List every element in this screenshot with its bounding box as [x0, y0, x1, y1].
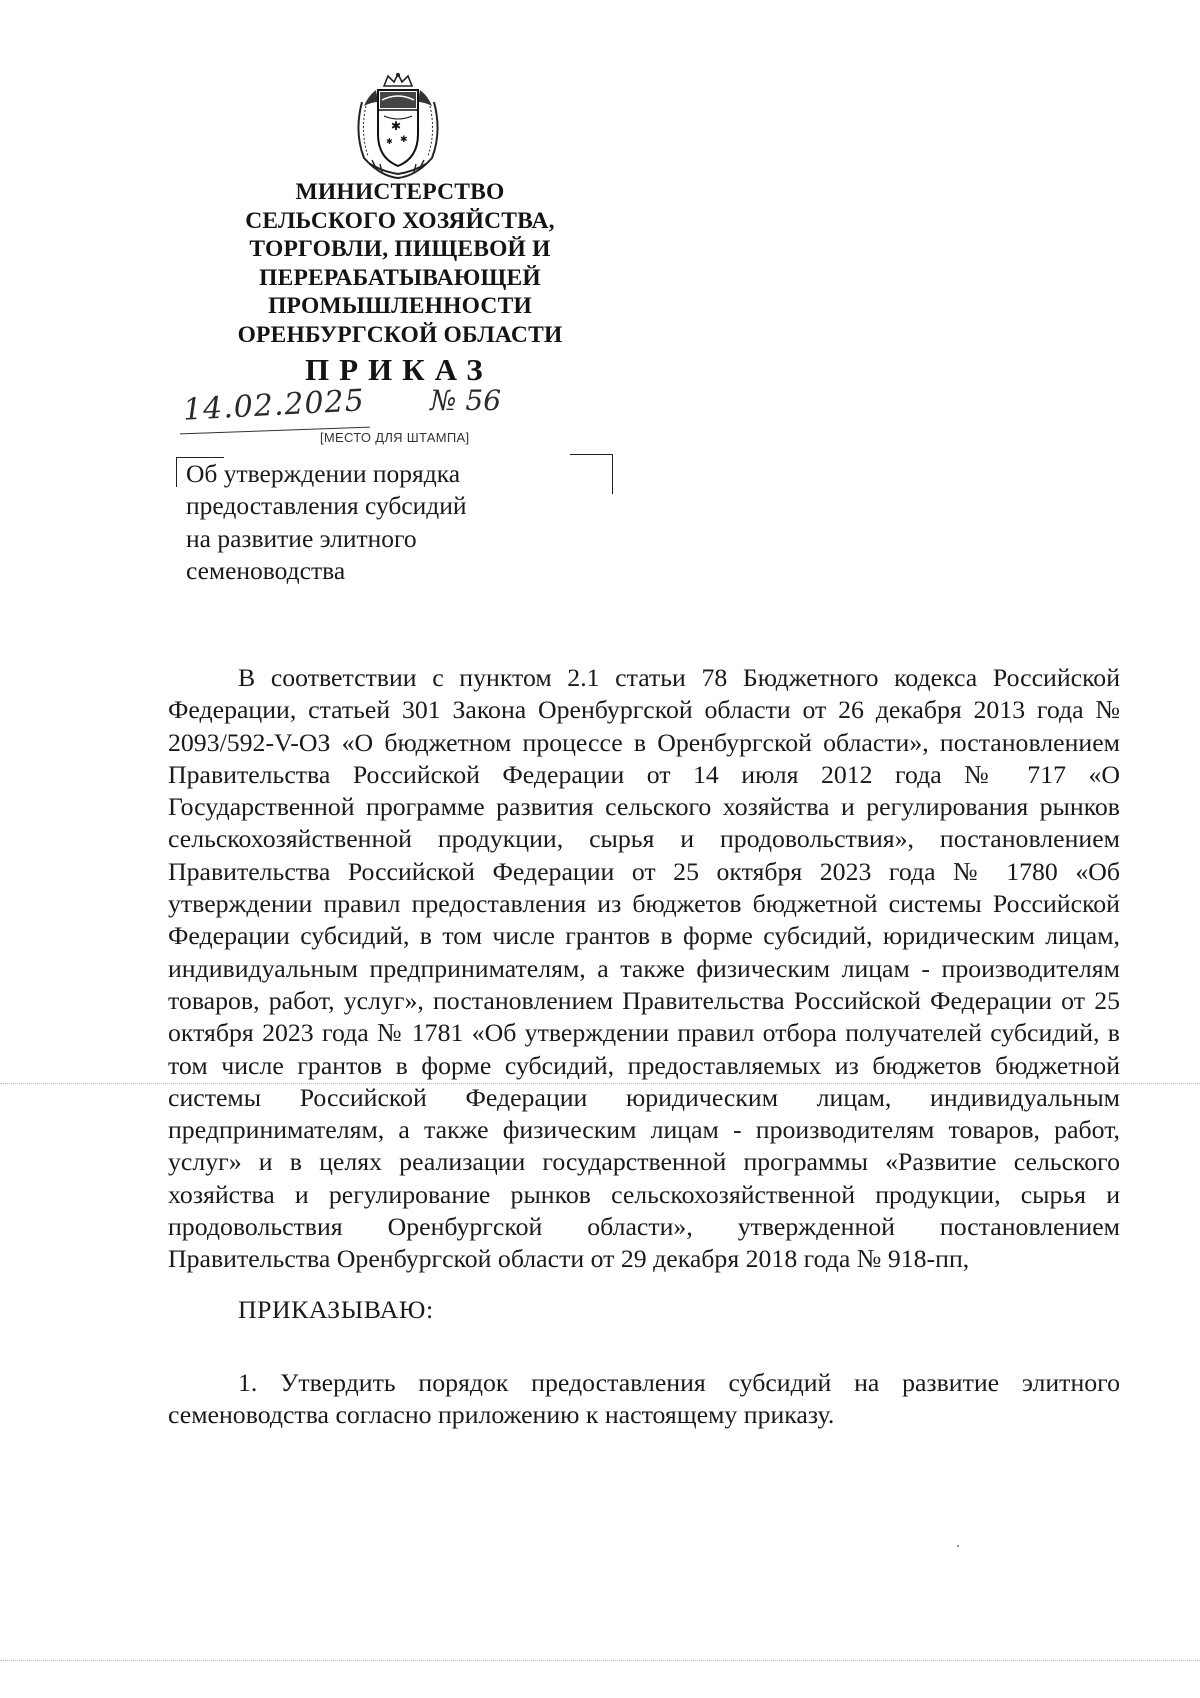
subject-line: на развитие элитного — [186, 523, 417, 553]
handwritten-number: № 56 — [430, 384, 502, 417]
subject-bracket-left — [176, 457, 177, 487]
ministry-line: ОРЕНБУРГСКОЙ ОБЛАСТИ — [237, 321, 563, 348]
scan-dot — [957, 1545, 959, 1547]
svg-text:✱: ✱ — [386, 137, 393, 146]
preamble-paragraph: В соответствии с пунктом 2.1 статьи 78 Бюджетного кодекса Российской Федерации, статьей 301 Закона Оренбургской области от 26 декабря 2013 года № 2093/592-V-ОЗ «О бюджетном процессе в Оренбургской области», постановлением Правительства Российской Федерации от 14 июля 2012 года № 717 «О Государственной программе развития сельского хозяйства и регулирования рынков сельскохозяйственной продукции, сырья и продовольствия», постановлением Правительства Российской Федерации от 25 октября 2023 года № 1780 «Об утверждении правил предоставления из бюджетов бюджетной системы Российской Федерации субсидий, в том числе грантов в форме субсидий, юридическим лицам, индивидуальным предпринимателям, а также физическим лицам - производителям товаров, работ, услуг», постановлением Правительства Российской Федерации от 25 октября 2023 года № 1781 «Об утверждении правил отбора получателей субсидий, в том числе грантов в форме субсидий, предоставляемых из бюджетов бюджетной системы Российской Федерации юридическим лицам, индивидуальным предпринимателям, а также физическим лицам - производителям товаров, работ, услуг» и в целях реализации государственной программы «Развитие сельского хозяйства и регулирование рынков сельскохозяйственной продукции, сырья и продовольствия Оренбургской области», утвержденной постановлением Правительства Оренбургской области от 29 декабря 2018 года № 918-пп, — [168, 663, 1120, 1274]
handwritten-date: 14.02.2025 — [182, 383, 366, 428]
subject-bracket-right — [612, 454, 613, 494]
subject-line: семеноводства — [186, 555, 346, 585]
svg-text:✱: ✱ — [391, 119, 402, 133]
document-type-title: ПРИКАЗ — [305, 352, 493, 387]
ministry-name — [200, 178, 600, 349]
scan-artifact-line — [0, 1660, 1200, 1661]
document-subject — [186, 458, 546, 587]
ministry-line: ПРОМЫШЛЕННОСТИ — [268, 293, 532, 319]
ministry-line: ПЕРЕРАБАТЫВАЮЩЕЙ — [259, 264, 541, 291]
scan-artifact-line — [0, 1083, 1200, 1084]
ministry-line: СЕЛЬСКОГО ХОЗЯЙСТВА, — [245, 207, 555, 234]
order-word: ПРИКАЗЫВАЮ: — [238, 1295, 434, 1324]
subject-bracket-right-top — [570, 454, 612, 455]
preamble-text — [168, 662, 1120, 1276]
coat-of-arms-icon — [350, 72, 446, 180]
svg-text:✱: ✱ — [400, 135, 408, 145]
ministry-line: МИНИСТЕРСТВО — [295, 179, 505, 205]
ministry-line: ТОРГОВЛИ, ПИЩЕВОЙ И — [249, 236, 551, 262]
subject-line: предоставления субсидий — [186, 491, 467, 521]
order-item-1: 1. Утвердить порядок предоставления субсидий на развитие элитного семеноводства согласно приложению к настоящему приказу. — [168, 1368, 1120, 1430]
subject-line: Об утверждении порядка — [186, 459, 461, 488]
stamp-placeholder: [МЕСТО ДЛЯ ШТАМПА] — [320, 430, 470, 445]
